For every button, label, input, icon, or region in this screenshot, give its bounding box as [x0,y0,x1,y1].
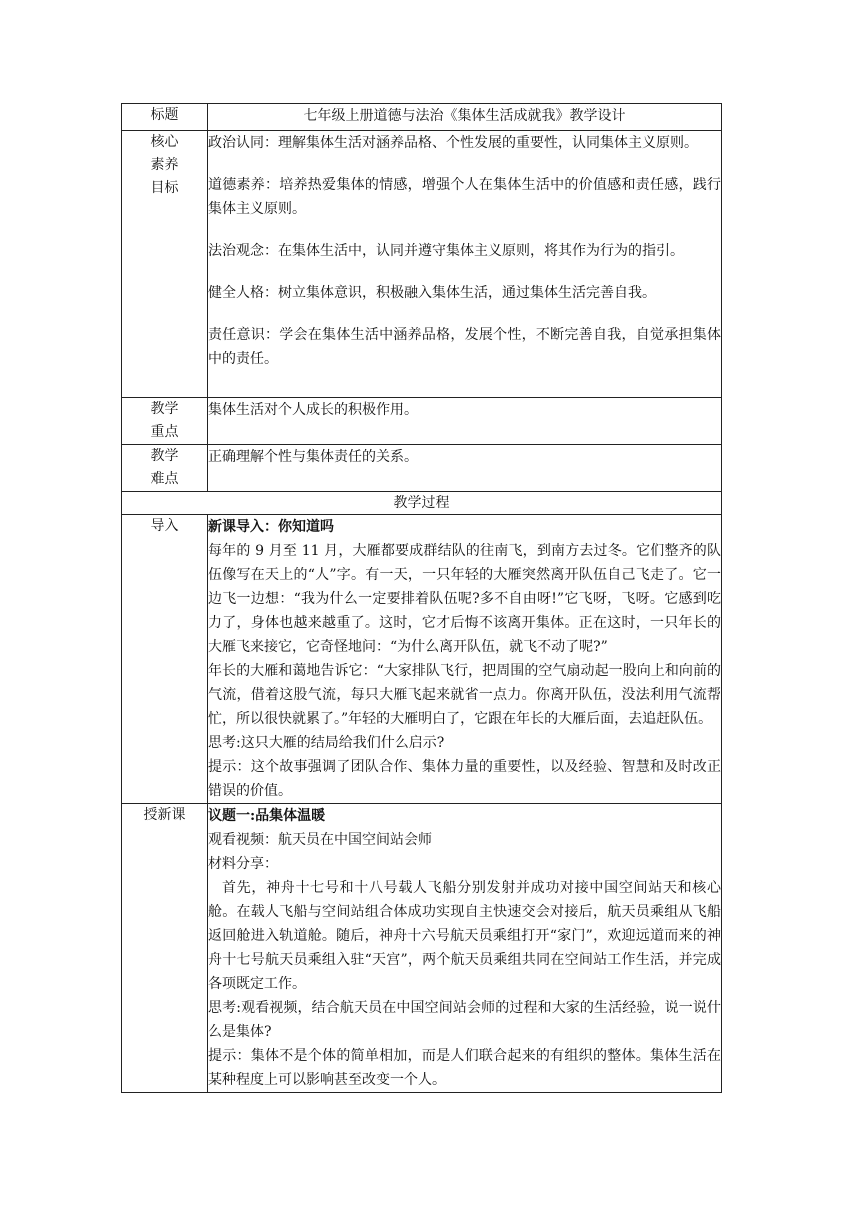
core-literacy-content [208,131,722,398]
intro-row [122,515,722,804]
core-label-line: 目标 [150,180,179,196]
key-point-label [122,398,208,445]
title-value: 七年级上册道德与法治《集体生活成就我》教学设计 [208,104,722,131]
core-item: 责任意识：学会在集体生活中涵养品格，发展个性，不断完善自我，自觉承担集体中的责任。 [208,327,721,367]
lesson-hint: 提示：集体不是个体的简单相加，而是人们联合起来的有组织的整体。集体生活在某种程度上可以影响甚至改变一个人。 [208,1048,721,1088]
title-row [122,104,722,131]
core-item: 政治认同：理解集体生活对涵养品格、个性发展的重要性，认同集体主义原则。 [208,135,698,151]
key-point-row [122,398,722,445]
key-label-line: 教学 [150,401,179,417]
lesson-material: 首先，神舟十七号和十八号载人飞船分别发射并成功对接中国空间站天和核心舱。在载人飞船与空间站组合体成功实现自主快速交会对接后，航天员乘组从飞船返回舱进入轨道舱。随后，神舟十六号航天员乘组打开“家门”，欢迎远道而来的神舟十七号航天员乘组入驻“天宫”，两个航天员乘组共同在空间站工作生活，并完成各项既定工作。 [208,880,721,992]
intro-paragraph: 每年的 9 月至 11 月，大雁都要成群结队的往南飞，到南方去过冬。它们整齐的队伍像写在天上的“人”字。有一天，一只年轻的大雁突然离开队伍自己飞走了。它一边飞一边想：“我为什么一定要排着队伍呢?多不自由呀!”它飞呀，飞呀。它感到吃力了，身体也越来越重了。这时，它才后悔不该离开集体。正在这时，一只年长的大雁飞来接它，它奇怪地问：“为什么离开队伍，就飞不动了呢?” [208,543,721,655]
lesson-plan-table [121,103,722,1093]
core-literacy-label [122,131,208,398]
key-point-value: 集体生活对个人成长的积极作用。 [208,398,722,445]
process-header: 教学过程 [122,492,722,515]
lesson-question: 思考:观看视频，结合航天员在中国空间站会师的过程和大家的生活经验，说一说什么是集体? [208,1000,721,1040]
lesson-video: 观看视频：航天员在中国空间站会师 [208,832,432,848]
difficulty-row [122,445,722,492]
lesson-heading: 议题一:品集体温暖 [208,808,326,824]
key-label-line: 重点 [150,424,179,440]
difficulty-label-line: 教学 [150,448,179,464]
lesson-material-label: 材料分享： [208,856,278,872]
difficulty-value: 正确理解个性与集体责任的关系。 [208,445,722,492]
title-label: 标题 [122,104,208,131]
lesson-row [122,804,722,1093]
intro-heading: 新课导入：你知道吗 [208,519,334,535]
core-item: 健全人格：树立集体意识，积极融入集体生活，通过集体生活完善自我。 [208,285,656,301]
process-header-row [122,492,722,515]
intro-question: 思考:这只大雁的结局给我们什么启示? [208,735,445,751]
intro-hint: 提示：这个故事强调了团队合作、集体力量的重要性，以及经验、智慧和及时改正错误的价值。 [208,759,721,799]
lesson-content [208,804,722,1093]
difficulty-label-line: 难点 [150,471,179,487]
difficulty-label [122,445,208,492]
core-label-line: 核心 [150,134,179,150]
intro-paragraph: 年长的大雁和蔼地告诉它：“大家排队飞行，把周围的空气扇动起一股向上和向前的气流，借着这股气流，每只大雁飞起来就省一点力。你离开队伍，没法利用气流帮忙，所以很快就累了。”年轻的大雁明白了，它跟在年长的大雁后面，去追赶队伍。 [208,663,721,727]
core-item: 道德素养：培养热爱集体的情感，增强个人在集体生活中的价值感和责任感，践行集体主义原则。 [208,177,721,217]
core-label-line: 素养 [150,157,179,173]
intro-content [208,515,722,804]
intro-label: 导入 [122,515,208,804]
core-item: 法治观念：在集体生活中，认同并遵守集体主义原则，将其作为行为的指引。 [208,243,684,259]
core-literacy-row [122,131,722,398]
lesson-label: 授新课 [122,804,208,1093]
